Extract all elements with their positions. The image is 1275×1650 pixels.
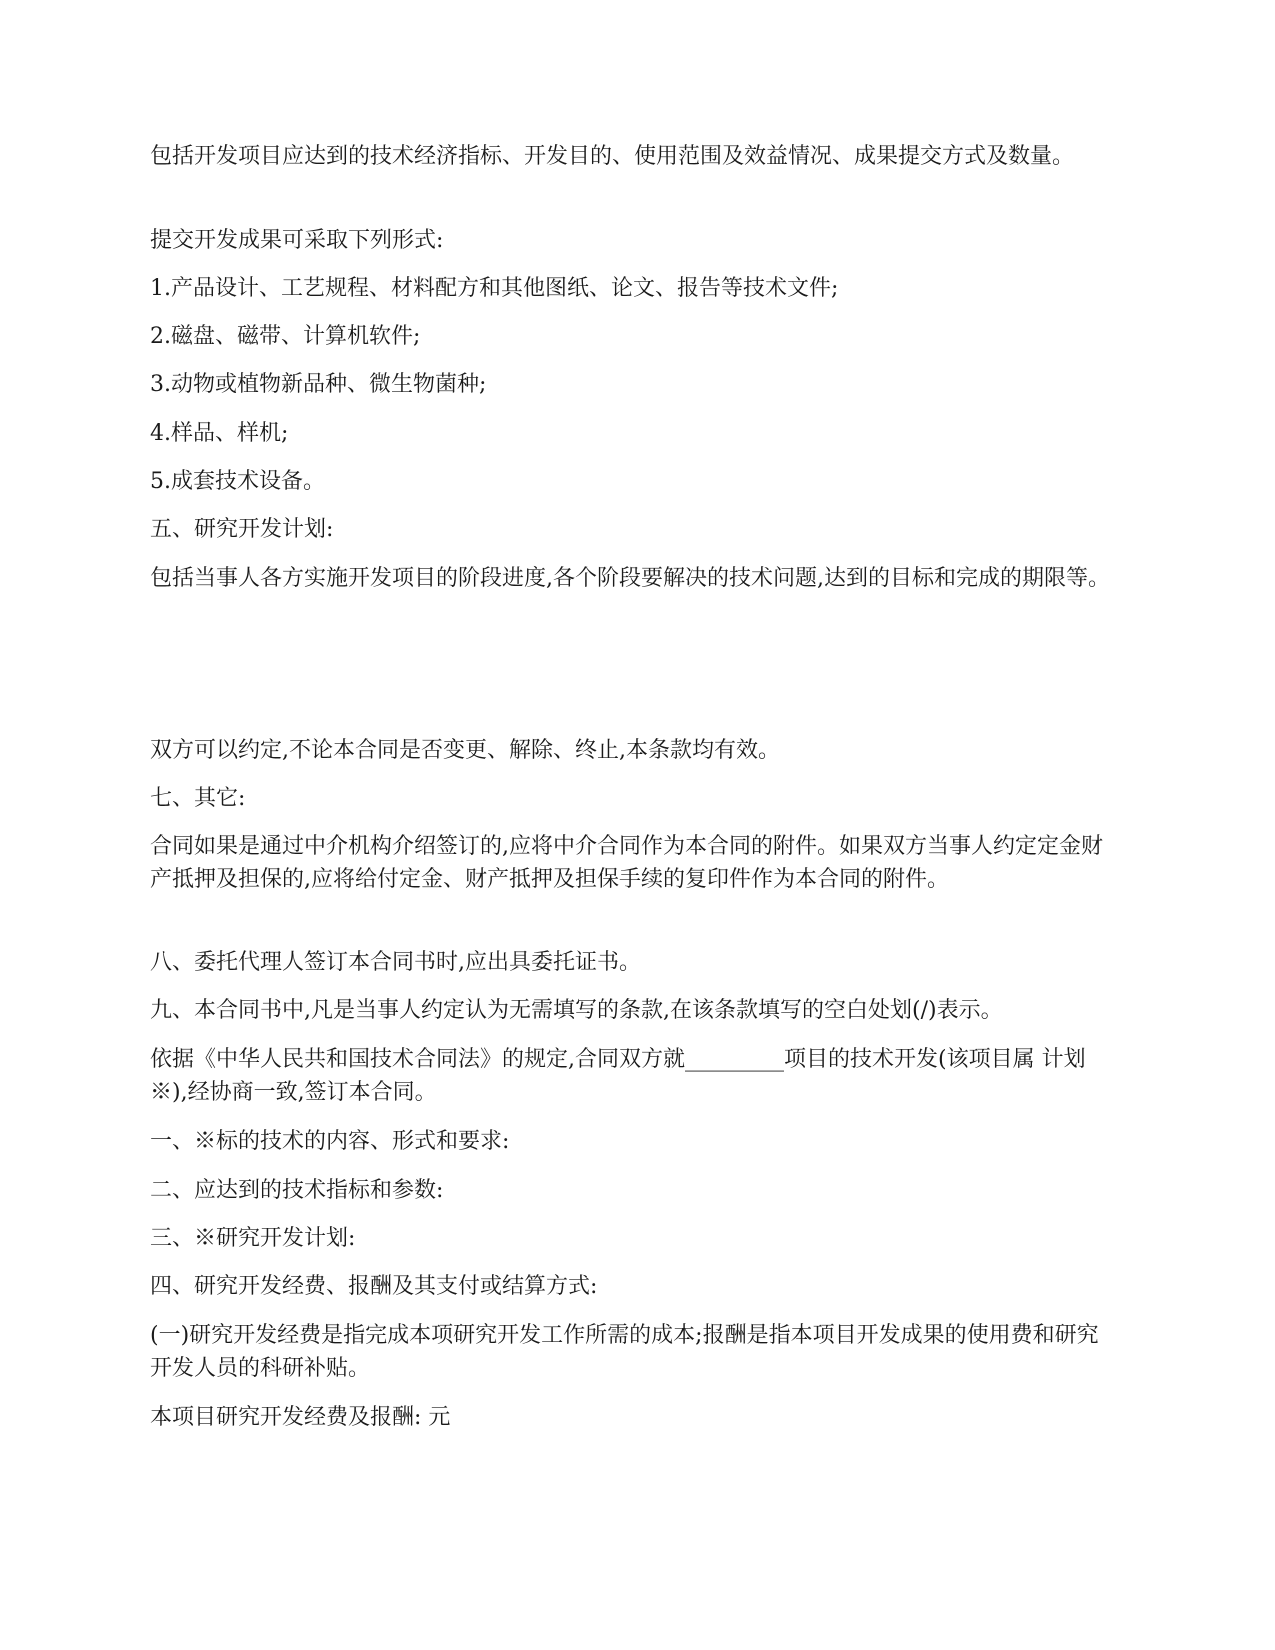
list-item-technical-documents: 1.产品设计、工艺规程、材料配方和其他图纸、论文、报告等技术文件;: [150, 276, 839, 301]
paragraph-contract-basis: 依据《中华人民共和国技术合同法》的规定,合同双方就_________项目的技术开发(该项目属 计划※),经协商一致,签订本合同。: [150, 1047, 1086, 1105]
section-heading-8-agent: 八、委托代理人签订本合同书时,应出具委托证书。: [150, 950, 641, 975]
paragraph-funding-amount: 本项目研究开发经费及报酬: 元: [150, 1405, 451, 1430]
list-item-new-varieties: 3.动物或植物新品种、微生物菌种;: [150, 372, 487, 397]
section-heading-3-plan: 三、※研究开发计划:: [150, 1226, 356, 1251]
paragraph-funding-definition: (一)研究开发经费是指完成本项研究开发工作所需的成本;报酬是指本项目开发成果的使用费和研究开发人员的科研补贴。: [150, 1323, 1099, 1381]
list-item-samples: 4.样品、样机;: [150, 421, 289, 446]
paragraph-plan-description: 包括当事人各方实施开发项目的阶段进度,各个阶段要解决的技术问题,达到的目标和完成的期限等。: [150, 566, 1110, 591]
section-heading-7-other: 七、其它:: [150, 786, 246, 811]
list-item-software: 2.磁盘、磁带、计算机软件;: [150, 324, 421, 349]
section-heading-9-blank-clauses: 九、本合同书中,凡是当事人约定认为无需填写的条款,在该条款填写的空白处划(/)表示。: [150, 998, 1003, 1023]
paragraph-intermediary-attachment: 合同如果是通过中介机构介绍签订的,应将中介合同作为本合同的附件。如果双方当事人约定定金财产抵押及担保的,应将给付定金、财产抵押及担保手续的复印件作为本合同的附件。: [150, 834, 1103, 892]
section-heading-4-funding: 四、研究开发经费、报酬及其支付或结算方式:: [150, 1274, 598, 1299]
section-heading-1-subject: 一、※标的技术的内容、形式和要求:: [150, 1129, 510, 1154]
paragraph-clause-validity: 双方可以约定,不论本合同是否变更、解除、终止,本条款均有效。: [150, 738, 780, 763]
section-heading-5-plan: 五、研究开发计划:: [150, 517, 334, 542]
list-item-equipment: 5.成套技术设备。: [150, 469, 325, 494]
section-heading-2-indicators: 二、应达到的技术指标和参数:: [150, 1178, 444, 1203]
paragraph-deliverable-forms-intro: 提交开发成果可采取下列形式:: [150, 228, 444, 253]
paragraph-deliverables-scope: 包括开发项目应达到的技术经济指标、开发目的、使用范围及效益情况、成果提交方式及数量。: [150, 144, 1075, 169]
